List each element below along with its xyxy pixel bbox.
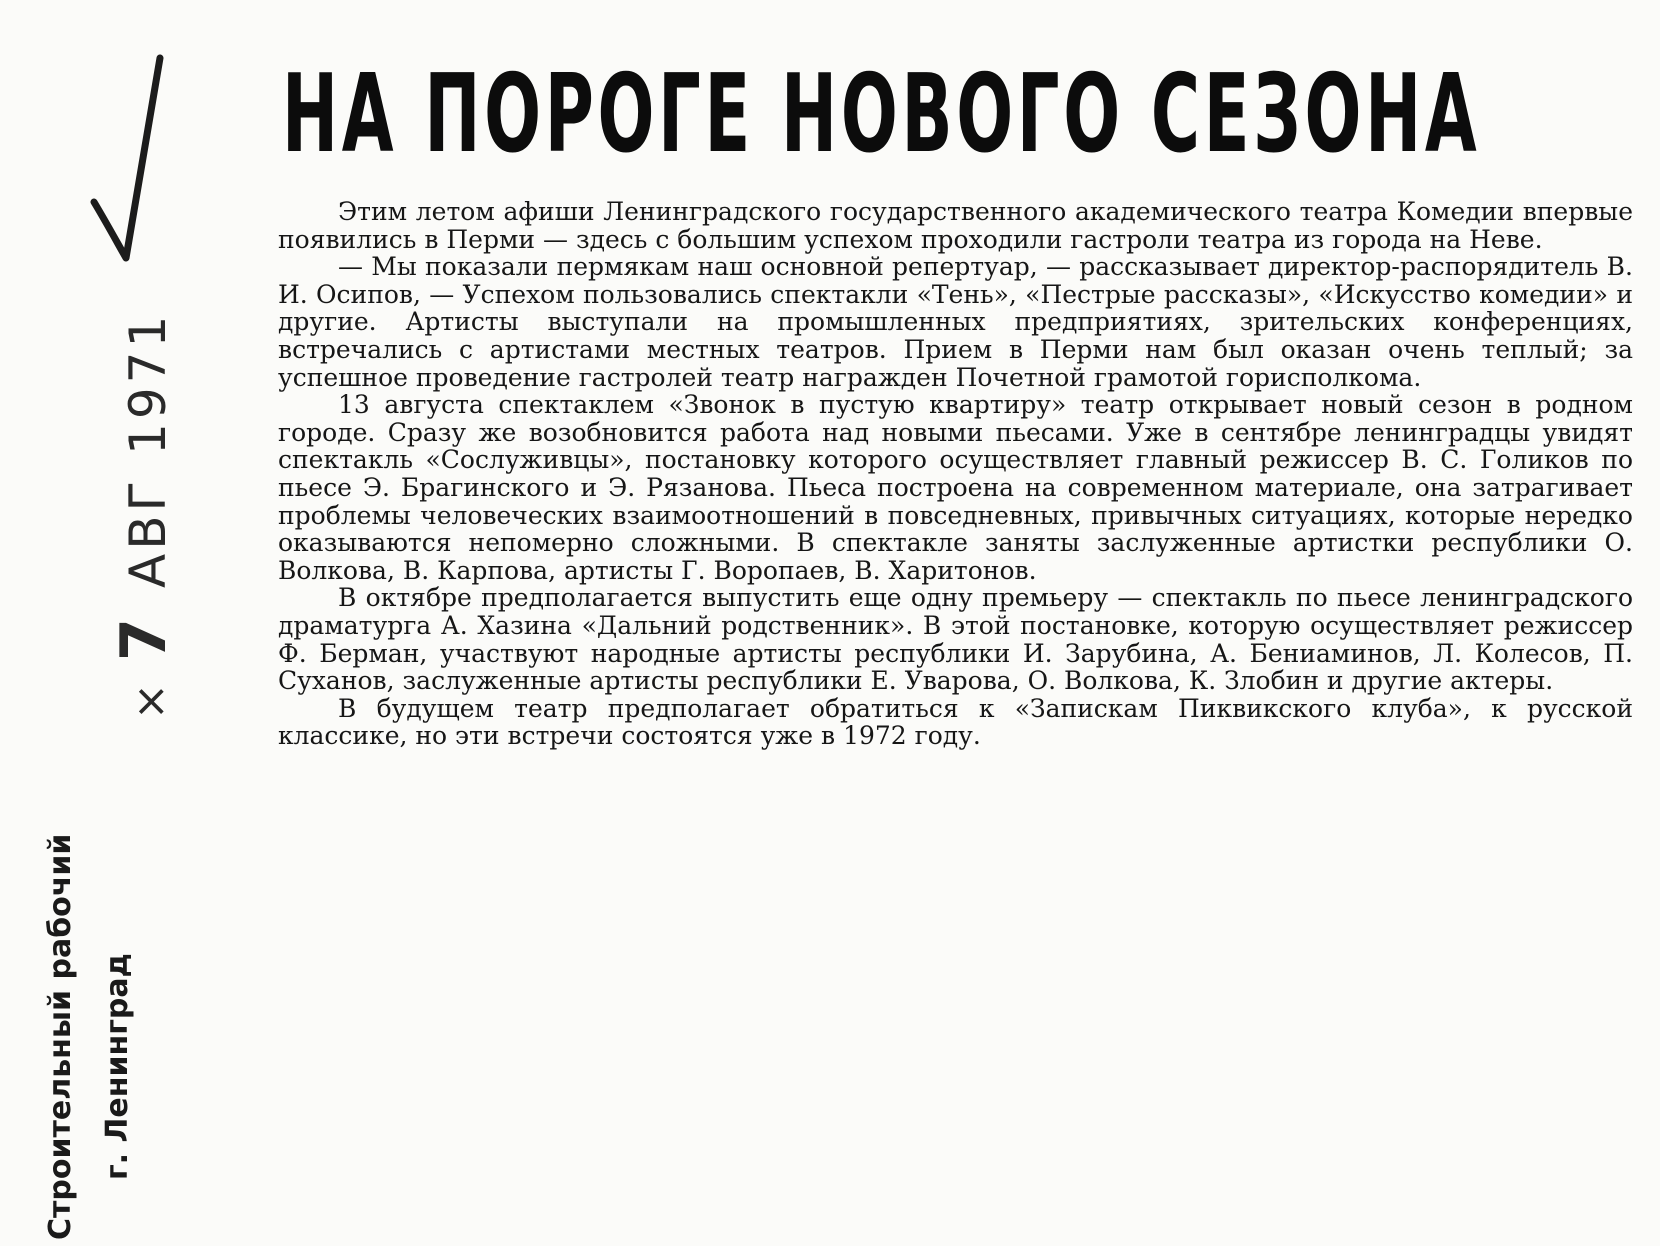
- article-headline: НА ПОРОГЕ НОВОГО СЕЗОНА: [282, 52, 1481, 177]
- check-mark-icon: [86, 52, 166, 262]
- date-stamp: [107, 311, 183, 720]
- source-city: г. Ленинград: [100, 953, 135, 1180]
- date-stamp-month: АВГ: [119, 476, 177, 588]
- date-stamp-year: 1971: [119, 311, 177, 455]
- article-paragraph: Этим летом афиши Ленинградского государственного академического театра Комедии впервые появились в Перми — здесь с большим успехом проходили гастроли театра из города на Неве.: [278, 197, 1633, 254]
- source-newspaper: Строительный рабочий: [43, 833, 78, 1240]
- article-paragraph: — Мы показали пермякам наш основной репертуар, — рассказывает директор-распорядитель В. И. Осипов, — Успехом пользовались спектакли «Тень», «Пестрые рассказы», «Искусство комедии» и другие. Артисты выступали на промышленных предприятиях, зрительских конференциях, встречались с артистами местных театров. Прием в Перми нам был оказан очень теплый; за успешное проведение гастролей театр награжден Почетной грамотой горисполкома.: [278, 252, 1633, 392]
- date-stamp-day: 7: [107, 613, 180, 662]
- article-paragraph: В будущем театр предполагает обратиться к «Запискам Пиквикского клуба», к русской классике, но эти встречи состоятся уже в 1972 году.: [278, 693, 1633, 751]
- article-body: [278, 198, 1633, 750]
- article-paragraph: 13 августа спектаклем «Звонок в пустую квартиру» театр открывает новый сезон в родном городе. Сразу же возобновится работа над новыми пьесами. Уже в сентябре ленинградцы увидят спектакль «Сослуживцы», постановку которого осуществляет главный режиссер В. С. Голиков по пьесе Э. Брагинского и Э. Рязанова. Пьеса построена на современном материале, она затрагивает проблемы человеческих взаимоотношений в повседневных, привычных ситуациях, которые нередко оказываются непомерно сложными. В спектакле заняты заслуженные артистки республики О. Волкова, В. Карпова, артисты Г. Воропаев, В. Харитонов.: [278, 390, 1633, 585]
- article-paragraph: В октябре предполагается выпустить еще одну премьеру — спектакль по пьесе ленинградского драматурга А. Хазина «Дальний родственник». В этой постановке, которую осуществляет режиссер Ф. Берман, участвуют народные артисты республики И. Зарубина, А. Бениаминов, Л. Колесов, П. Суханов, заслуженные артисты республики Е. Уварова, О. Волкова, К. Злобин и другие актеры.: [278, 583, 1633, 696]
- source-stamp: [30, 834, 144, 1240]
- date-stamp-mark: ×: [125, 679, 176, 720]
